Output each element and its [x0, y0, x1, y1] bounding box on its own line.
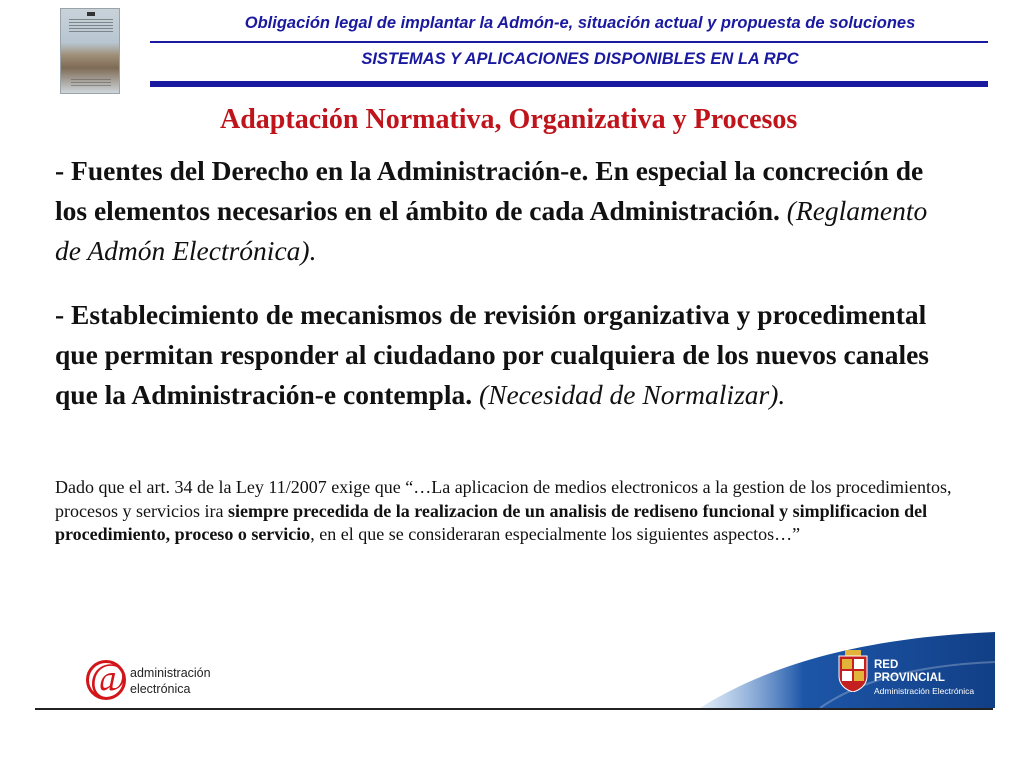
- bullet-2-bold-text: - Establecimiento de mecanismos de revisión organizativa y procedimental que permitan responder al ciudadano por cualquiera de los nuevos canales que la Administración-e contempla.: [55, 299, 929, 410]
- slide-title: Adaptación Normativa, Organizativa y Procesos: [220, 104, 798, 135]
- logo-left-line-1: administración: [130, 666, 211, 680]
- bullet-paragraph-1: [55, 151, 955, 271]
- at-sign-glyph: @: [89, 655, 127, 700]
- note-text-bold: siempre precedida de la realizacion de un analisis de rediseno funcional y simplificacion del procedimiento, proceso o servicio: [55, 500, 928, 544]
- red-provincial-line-3: Administración Electrónica: [874, 686, 975, 696]
- cover-thumbnail-image: [60, 8, 120, 94]
- note-text-start: Dado que el art. 34 de la Ley 11/2007 exige que “…La aplicacion de medios electronicos a la gestion de los procedimientos, procesos y servicios ira: [55, 477, 952, 521]
- header-line-2: SISTEMAS Y APLICACIONES DISPONIBLES EN LA RPC: [361, 50, 799, 68]
- bullet-1-bold-text: - Fuentes del Derecho en la Administración-e. En especial la concreción de los elementos necesarios en el ámbito de cada Administración.: [55, 155, 924, 226]
- law-quote-note: [55, 476, 965, 547]
- header-divider-thin: [150, 41, 988, 43]
- bullet-paragraph-2: [55, 295, 955, 415]
- logo-left-line-2: electrónica: [130, 682, 191, 696]
- administracion-electronica-logo: [86, 655, 216, 706]
- coat-of-arms-icon: [836, 650, 870, 692]
- note-text-end: , en el que se consideraran especialmente los siguientes aspectos…”: [310, 524, 801, 544]
- red-provincial-line-1: RED: [874, 659, 899, 671]
- header-line-1: Obligación legal de implantar la Admón-e, situación actual y propuesta de soluciones: [244, 14, 916, 32]
- bullet-1-italic-text: (Reglamento de Admón Electrónica).: [55, 195, 928, 266]
- red-provincial-line-2: PROVINCIAL: [874, 672, 945, 684]
- bullet-2-italic-text: (Necesidad de Normalizar).: [478, 379, 786, 410]
- header-divider-thick: [150, 81, 988, 87]
- footer-divider: [35, 708, 993, 710]
